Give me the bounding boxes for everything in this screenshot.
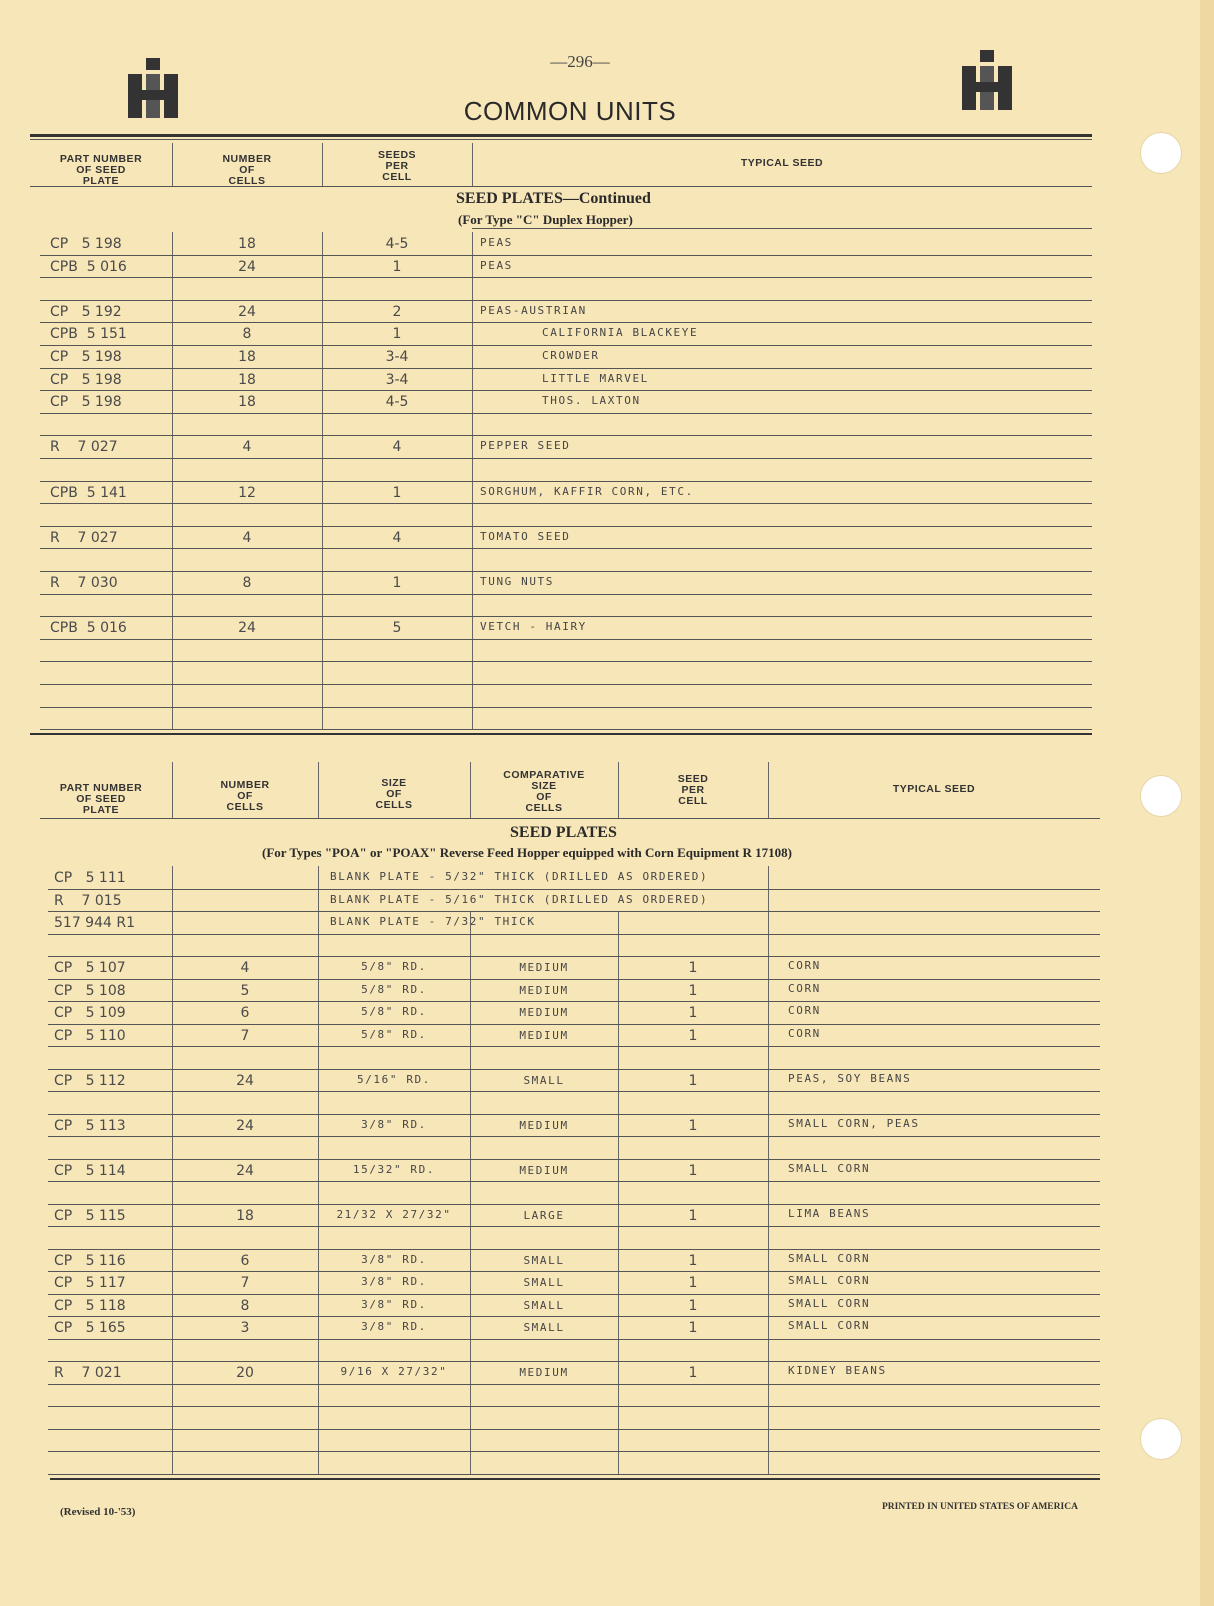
- typical-seed: PEAS: [480, 236, 513, 249]
- row-rule: [40, 435, 1092, 436]
- number-of-cells: 18: [238, 349, 256, 365]
- punch-hole: [1140, 775, 1182, 817]
- number-of-cells: 4: [240, 960, 250, 976]
- number-of-cells: 7: [240, 1275, 250, 1291]
- row-rule: [40, 413, 1092, 414]
- part-number: CP 5 114: [54, 1163, 126, 1179]
- seeds-per-cell: 2: [392, 304, 402, 320]
- part-number: CP 5 109: [54, 1005, 126, 1021]
- seed-per-cell: 1: [688, 1005, 698, 1021]
- size-of-cells: 5/16" RD.: [356, 1072, 431, 1086]
- part-number: R 7 027: [50, 439, 118, 455]
- row-rule: [48, 1069, 1100, 1070]
- typical-seed: TUNG NUTS: [480, 575, 555, 588]
- part-number: CP 5 110: [54, 1028, 126, 1044]
- row-rule: [40, 322, 1092, 323]
- row-rule: [48, 1046, 1100, 1047]
- page-edge: [1200, 0, 1214, 1606]
- section-title: SEED PLATES—Continued: [456, 190, 651, 207]
- table-bottom-rule: [50, 1478, 1100, 1480]
- row-rule: [40, 345, 1092, 346]
- typical-seed: PEAS-AUSTRIAN: [480, 303, 587, 317]
- part-number: CP 5 115: [54, 1208, 126, 1224]
- section-subtitle: (For Types "POA" or "POAX" Reverse Feed Hopper equipped with Corn Equipment R 17108): [262, 845, 792, 860]
- row-rule: [48, 1451, 1100, 1452]
- section-subtitle: (For Type "C" Duplex Hopper): [458, 212, 633, 227]
- comparative-size: SMALL: [523, 1253, 565, 1267]
- comparative-size: MEDIUM: [519, 1163, 569, 1177]
- typical-seed: LIMA BEANS: [788, 1206, 871, 1220]
- seeds-per-cell: 1: [392, 575, 402, 591]
- seeds-per-cell: 4-5: [385, 394, 409, 410]
- seeds-per-cell: 4: [392, 530, 402, 546]
- part-number: CP 5 192: [50, 304, 122, 320]
- comparative-size: SMALL: [523, 1276, 565, 1289]
- seed-per-cell: 1: [688, 1028, 698, 1044]
- punch-hole: [1140, 132, 1182, 174]
- row-rule: [40, 594, 1092, 595]
- page-title: COMMON UNITS: [463, 96, 677, 126]
- row-rule: [40, 616, 1092, 617]
- row-rule: [48, 1226, 1100, 1227]
- typical-seed: CORN: [788, 981, 821, 995]
- seeds-per-cell: 1: [392, 326, 402, 342]
- part-number: CPB 5 016: [50, 620, 127, 636]
- size-of-cells: BLANK PLATE - 7/32" THICK: [330, 915, 536, 928]
- part-number: R 7 027: [50, 530, 118, 546]
- number-of-cells: 18: [238, 236, 256, 252]
- row-rule: [40, 684, 1092, 685]
- column-divider: [768, 866, 769, 1474]
- number-of-cells: 7: [240, 1028, 250, 1044]
- row-rule: [48, 1181, 1100, 1182]
- row-rule: [48, 1091, 1100, 1092]
- row-rule: [40, 729, 1092, 730]
- part-number: CP 5 198: [50, 372, 122, 388]
- part-number: CP 5 198: [50, 236, 122, 252]
- row-rule: [48, 1204, 1100, 1205]
- number-of-cells: 6: [240, 1253, 250, 1269]
- column-header: TYPICAL SEED: [892, 783, 976, 795]
- seeds-per-cell: 1: [392, 259, 402, 275]
- seeds-per-cell: 5: [392, 620, 402, 636]
- table-bottom-rule: [30, 733, 1092, 735]
- column-header: PART NUMBER OF SEED PLATE: [59, 153, 143, 187]
- part-number: CP 5 107: [54, 960, 126, 976]
- comparative-size: LARGE: [523, 1208, 565, 1222]
- seeds-per-cell: 4: [392, 439, 402, 455]
- column-header: PART NUMBER OF SEED PLATE: [59, 782, 143, 816]
- row-rule: [48, 1339, 1100, 1340]
- row-rule: [48, 979, 1100, 980]
- part-number: CP 5 108: [54, 983, 126, 999]
- size-of-cells: BLANK PLATE - 5/16" THICK (DRILLED AS ORDERED): [330, 892, 709, 906]
- row-rule: [48, 911, 1100, 912]
- number-of-cells: 3: [240, 1320, 250, 1336]
- part-number: R 7 015: [54, 893, 122, 909]
- part-number: R 7 030: [50, 575, 118, 591]
- part-number: CPB 5 016: [50, 259, 127, 275]
- typical-seed: LITTLE MARVEL: [542, 371, 649, 385]
- size-of-cells: 5/8" RD.: [361, 1027, 427, 1041]
- typical-seed: SMALL CORN: [788, 1274, 871, 1287]
- ih-logo-icon: [962, 50, 1024, 112]
- header-top-rule: [30, 134, 1092, 137]
- row-rule: [40, 661, 1092, 662]
- seeds-per-cell: 1: [392, 485, 402, 501]
- typical-seed: SORGHUM, KAFFIR CORN, ETC.: [480, 484, 694, 498]
- seed-per-cell: 1: [688, 960, 698, 976]
- row-rule: [48, 1001, 1100, 1002]
- section-rule: [472, 228, 1092, 229]
- number-of-cells: 24: [236, 1118, 254, 1134]
- size-of-cells: 5/8" RD.: [361, 1005, 427, 1018]
- column-header: SIZE OF CELLS: [375, 777, 413, 811]
- typical-seed: THOS. LAXTON: [542, 394, 641, 408]
- seed-per-cell: 1: [688, 1208, 698, 1224]
- typical-seed: CORN: [788, 1026, 821, 1040]
- number-of-cells: 8: [242, 575, 252, 591]
- part-number: CP 5 112: [54, 1073, 126, 1089]
- row-rule: [48, 1294, 1100, 1295]
- header-top-rule-thin: [30, 139, 1092, 140]
- seed-per-cell: 1: [688, 1275, 698, 1291]
- number-of-cells: 18: [238, 372, 256, 388]
- comparative-size: MEDIUM: [519, 1366, 569, 1379]
- row-rule: [48, 1474, 1100, 1475]
- column-header: NUMBER OF CELLS: [220, 779, 270, 813]
- comparative-size: SMALL: [523, 1298, 565, 1312]
- number-of-cells: 12: [238, 485, 256, 501]
- comparative-size: MEDIUM: [519, 983, 569, 997]
- row-rule: [48, 1024, 1100, 1025]
- part-number: CP 5 111: [54, 870, 126, 886]
- typical-seed: PEAS, SOY BEANS: [788, 1071, 912, 1085]
- column-header: SEEDS PER CELL: [377, 149, 417, 183]
- part-number: CP 5 118: [54, 1298, 126, 1314]
- seed-per-cell: 1: [688, 1365, 698, 1381]
- row-rule: [40, 277, 1092, 278]
- part-number: CP 5 117: [54, 1275, 126, 1291]
- typical-seed: CORN: [788, 959, 821, 972]
- size-of-cells: 3/8" RD.: [361, 1275, 427, 1288]
- column-header: TYPICAL SEED: [740, 157, 824, 169]
- row-rule: [40, 571, 1092, 572]
- number-of-cells: 24: [236, 1073, 254, 1089]
- typical-seed: SMALL CORN, PEAS: [788, 1116, 920, 1130]
- number-of-cells: 24: [238, 620, 256, 636]
- size-of-cells: 9/16 X 27/32": [340, 1365, 448, 1378]
- seed-per-cell: 1: [688, 1118, 698, 1134]
- comparative-size: MEDIUM: [519, 1118, 569, 1132]
- part-number: CPB 5 151: [50, 326, 127, 342]
- typical-seed: VETCH - HAIRY: [480, 620, 587, 634]
- size-of-cells: 21/32 X 27/32": [336, 1207, 452, 1221]
- part-number: CP 5 198: [50, 349, 122, 365]
- row-rule: [40, 548, 1092, 549]
- typical-seed: SMALL CORN: [788, 1319, 871, 1332]
- size-of-cells: 5/8" RD.: [361, 982, 427, 996]
- row-rule: [48, 956, 1100, 957]
- row-rule: [48, 1136, 1100, 1137]
- number-of-cells: 4: [242, 439, 252, 455]
- column-header: NUMBER OF CELLS: [222, 153, 272, 187]
- part-number: CP 5 113: [54, 1118, 126, 1134]
- row-rule: [48, 1406, 1100, 1407]
- row-rule: [48, 1429, 1100, 1430]
- row-rule: [48, 1384, 1100, 1385]
- size-of-cells: 3/8" RD.: [361, 1117, 427, 1131]
- column-header: COMPARATIVE SIZE OF CELLS: [503, 769, 585, 814]
- number-of-cells: 8: [242, 326, 252, 342]
- number-of-cells: 8: [240, 1298, 250, 1314]
- seed-per-cell: 1: [688, 1298, 698, 1314]
- number-of-cells: 6: [240, 1005, 250, 1021]
- size-of-cells: 15/32" RD.: [352, 1162, 436, 1176]
- number-of-cells: 20: [236, 1365, 254, 1381]
- number-of-cells: 24: [236, 1163, 254, 1179]
- seed-per-cell: 1: [688, 1073, 698, 1089]
- size-of-cells: BLANK PLATE - 5/32" THICK (DRILLED AS ORDERED): [330, 870, 709, 883]
- printed-note: PRINTED IN UNITED STATES OF AMERICA: [882, 1502, 1078, 1512]
- column-header: SEED PER CELL: [677, 773, 709, 807]
- part-number: R 7 021: [54, 1365, 122, 1381]
- revised-note: (Revised 10-'53): [60, 1506, 136, 1518]
- section-title: SEED PLATES: [510, 824, 617, 841]
- number-of-cells: 18: [238, 394, 256, 410]
- seeds-per-cell: 3-4: [385, 349, 409, 365]
- row-rule: [48, 934, 1100, 935]
- size-of-cells: 5/8" RD.: [361, 960, 427, 973]
- typical-seed: TOMATO SEED: [480, 529, 571, 543]
- row-rule: [40, 255, 1092, 256]
- typical-seed: CORN: [788, 1004, 821, 1017]
- row-rule: [48, 1249, 1100, 1250]
- comparative-size: MEDIUM: [519, 961, 569, 974]
- row-rule: [48, 1271, 1100, 1272]
- punch-hole: [1140, 1418, 1182, 1460]
- row-rule: [48, 1114, 1100, 1115]
- typical-seed: SMALL CORN: [788, 1251, 871, 1265]
- comparative-size: MEDIUM: [519, 1006, 569, 1019]
- row-rule: [40, 639, 1092, 640]
- seeds-per-cell: 4-5: [385, 236, 409, 252]
- size-of-cells: 3/8" RD.: [361, 1252, 427, 1266]
- seed-per-cell: 1: [688, 1253, 698, 1269]
- typical-seed: SMALL CORN: [788, 1296, 871, 1310]
- typical-seed: PEAS: [480, 258, 513, 272]
- comparative-size: SMALL: [523, 1073, 565, 1087]
- row-rule: [40, 390, 1092, 391]
- row-rule: [40, 503, 1092, 504]
- row-rule: [48, 1159, 1100, 1160]
- seed-per-cell: 1: [688, 1163, 698, 1179]
- typical-seed: KIDNEY BEANS: [788, 1364, 887, 1377]
- seed-per-cell: 1: [688, 983, 698, 999]
- part-number: CP 5 198: [50, 394, 122, 410]
- number-of-cells: 24: [238, 259, 256, 275]
- ih-logo-icon: [128, 58, 190, 120]
- part-number: CPB 5 141: [50, 485, 127, 501]
- comparative-size: MEDIUM: [519, 1028, 569, 1042]
- size-of-cells: 3/8" RD.: [361, 1297, 427, 1311]
- typical-seed: PEPPER SEED: [480, 439, 571, 453]
- number-of-cells: 5: [240, 983, 250, 999]
- typical-seed: CROWDER: [542, 349, 600, 362]
- seeds-per-cell: 3-4: [385, 372, 409, 388]
- number-of-cells: 18: [236, 1208, 254, 1224]
- part-number: CP 5 116: [54, 1253, 126, 1269]
- typical-seed: SMALL CORN: [788, 1161, 871, 1175]
- number-of-cells: 24: [238, 304, 256, 320]
- row-rule: [48, 1316, 1100, 1317]
- seed-per-cell: 1: [688, 1320, 698, 1336]
- page-number: —296—: [550, 52, 610, 71]
- comparative-size: SMALL: [523, 1321, 565, 1334]
- row-rule: [40, 707, 1092, 708]
- row-rule: [48, 1361, 1100, 1362]
- size-of-cells: 3/8" RD.: [361, 1320, 427, 1333]
- part-number: 517 944 R1: [54, 915, 135, 931]
- part-number: CP 5 165: [54, 1320, 126, 1336]
- number-of-cells: 4: [242, 530, 252, 546]
- header-bottom-rule: [40, 818, 1100, 819]
- row-rule: [40, 458, 1092, 459]
- typical-seed: CALIFORNIA BLACKEYE: [542, 326, 699, 340]
